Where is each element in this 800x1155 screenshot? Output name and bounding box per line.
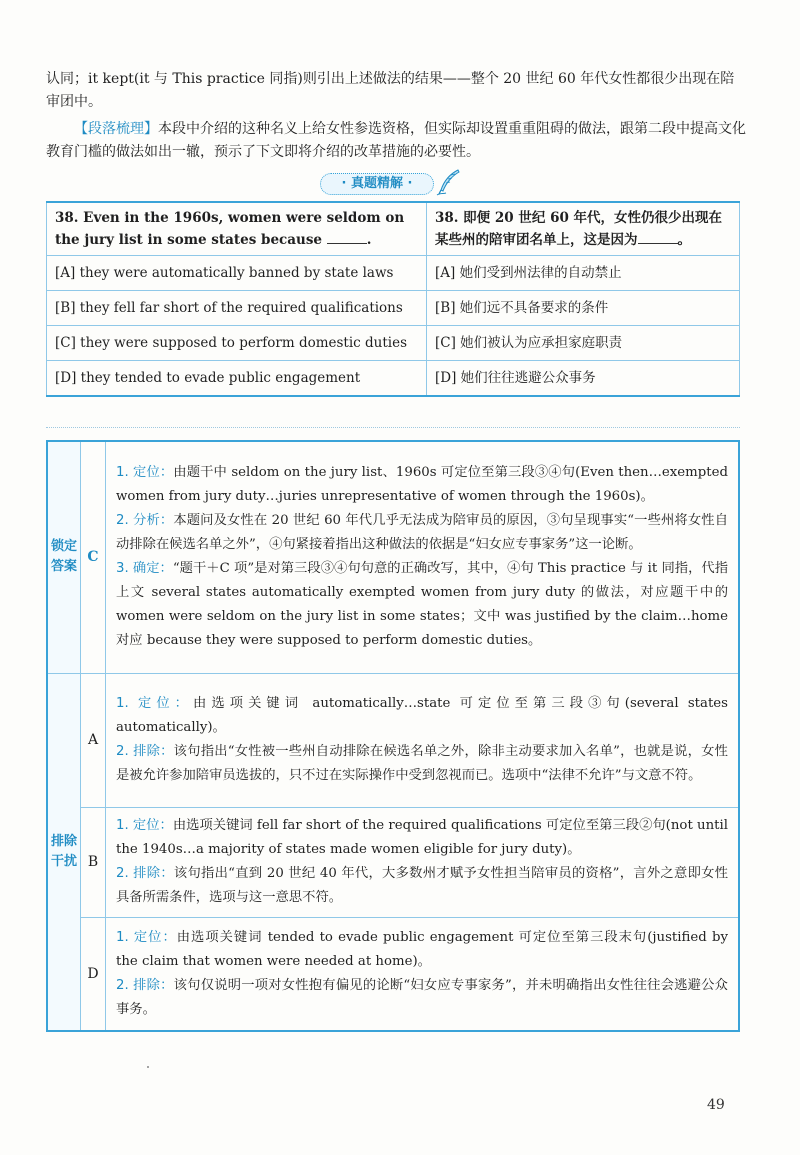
analysis-item: 2. 排除：该句指出“直到 20 世纪 40 年代，大多数州才赋予女性担当陪审员的资格”，言外之意即女性具备所需条件，选项与这一意思不符。: [116, 866, 728, 905]
analysis-item: 2. 分析：本题问及女性在 20 世纪 60 年代几乎无法成为陪审员的原因，③句呈现事实“一些州将女性自动排除在候选名单之外”，④句紧接着指出这种做法的依据是“妇女应专事家务”这一论断。: [116, 513, 728, 553]
paragraph-summary-text: 本段中介绍的这种名义上给女性参选资格，但实际却设置重重阻碍的做法，跟第二段中提高文化教育门槛的做法如出一辙，预示了下文即将介绍的改革措施的必要性。: [46, 121, 746, 160]
intro-paragraph-1: 认同；it kept(it 与 This practice 同指)则引出上述做法的结果——整个 20 世纪 60 年代女性都很少出现在陪审团中。: [46, 71, 735, 110]
option-en: [B] they fell far short of the required qualifications: [47, 291, 427, 326]
print-speck: [147, 1066, 149, 1068]
option-zh: [C] 她们被认为应承担家庭职责: [427, 326, 740, 361]
answer-side-label: 锁定答案: [47, 441, 81, 673]
analysis-item: 1. 定位：由选项关键词 automatically…state 可定位至第三段③句(several states automatically)。: [116, 696, 728, 735]
paragraph-summary-tag: 【段落梳理】: [74, 121, 158, 137]
distractor-analysis: [106, 673, 740, 807]
answer-blank: [327, 229, 367, 244]
answer-blank-zh: [638, 229, 678, 244]
option-zh: [D] 她们往往逃避公众事务: [427, 361, 740, 397]
section-divider: [46, 427, 740, 428]
analysis-table: [46, 440, 740, 1032]
correct-answer-letter: C: [81, 441, 106, 673]
analysis-item: 1. 定位：由题干中 seldom on the jury list、1960s 可定位至第三段③④句(Even then…exempted women from jury duty…juries unrepresentative of women through the 1960s)。: [116, 465, 728, 505]
analysis-item: 1. 定位：由选项关键词 fell far short of the required qualifications 可定位至第三段②句(not until the 1940s…a majority of states made women eligible for jury duty)。: [116, 818, 728, 857]
section-banner: [318, 168, 468, 198]
answer-analysis: [106, 441, 740, 673]
option-zh: [A] 她们受到州法律的自动禁止: [427, 256, 740, 291]
intro-paragraph-2: [46, 118, 746, 164]
banner-label: · 真题精解 ·: [320, 173, 434, 195]
distractor-letter: B: [81, 807, 106, 917]
distractor-letter: D: [81, 917, 106, 1031]
quill-pen-icon: [434, 168, 462, 196]
question-stem-en: 38. Even in the 1960s, women were seldom on the jury list in some states because .: [47, 202, 427, 256]
option-en: [A] they were automatically banned by state laws: [47, 256, 427, 291]
distractor-letter: A: [81, 673, 106, 807]
page-number: 49: [707, 1097, 725, 1113]
analysis-item: 1. 定位：由选项关键词 tended to evade public engagement 可定位至第三段末句(justified by the claim that women were needed at home)。: [116, 929, 728, 969]
option-zh: [B] 她们远不具备要求的条件: [427, 291, 740, 326]
option-en: [D] they tended to evade public engagement: [47, 361, 427, 397]
distractor-side-label: 排除干扰: [47, 673, 81, 1031]
analysis-item: 2. 排除：该句仅说明一项对女性抱有偏见的论断“妇女应专事家务”，并未明确指出女性往往会逃避公众事务。: [116, 977, 728, 1017]
question-stem-zh: 38. 即便 20 世纪 60 年代，女性仍很少出现在某些州的陪审团名单上，这是因为 。: [427, 202, 740, 256]
distractor-analysis: [106, 807, 740, 917]
question-table: [46, 201, 740, 397]
option-en: [C] they were supposed to perform domestic duties: [47, 326, 427, 361]
distractor-analysis: [106, 917, 740, 1031]
analysis-item: 3. 确定：“题干＋C 项”是对第三段③④句句意的正确改写，其中，④句 This practice 与 it 同指，代指上文 several states automatically exempted women from jury duty 的做法，对应题干中的 women were seldom on the jury list in some states；文中 was justified by the claim…home 对应 because they were supposed to perform domestic duties。: [116, 561, 729, 649]
analysis-item: 2. 排除：该句指出“女性被一些州自动排除在候选名单之外，除非主动要求加入名单”，也就是说，女性是被允许参加陪审员选拔的，只不过在实际操作中受到忽视而已。选项中“法律不允许”与文意不符。: [116, 744, 728, 783]
